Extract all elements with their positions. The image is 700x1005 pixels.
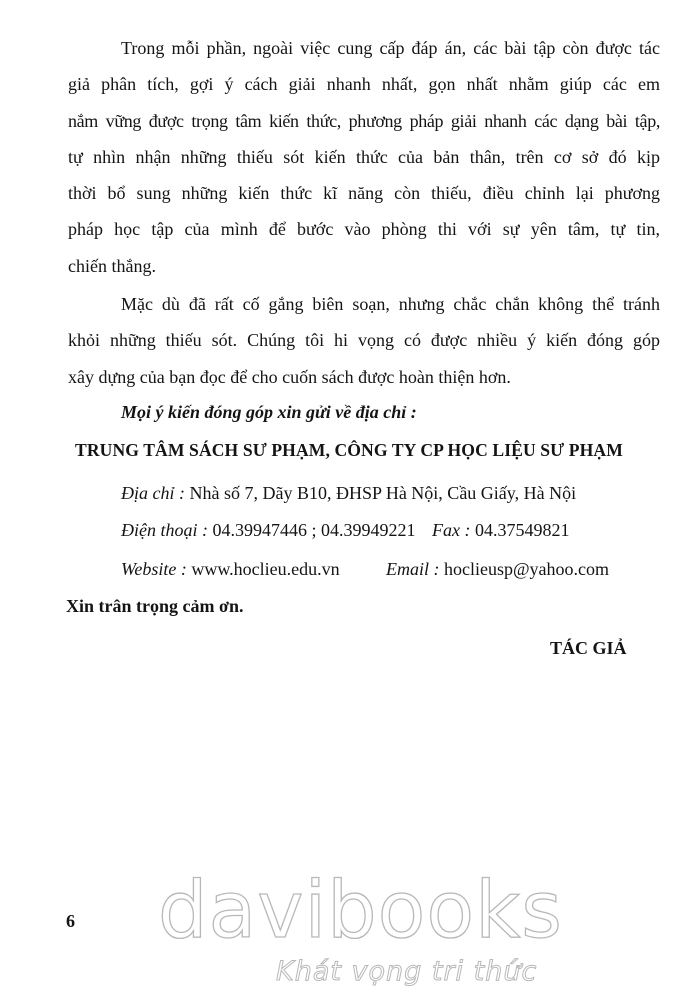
phone-line: [121, 520, 416, 541]
page-number: 6: [66, 911, 75, 931]
text-line: Trong mỗi phần, ngoài việc cung cấp đáp án, các bài tập còn được tác: [121, 38, 660, 58]
address-value: Nhà số 7, Dãy B10, ĐHSP Hà Nội, Cầu Giấy, Hà Nội: [189, 483, 577, 503]
text-line: xây dựng của bạn đọc để cho cuốn sách được hoàn thiện hơn.: [68, 366, 511, 387]
text-line: nắm vững được trọng tâm kiến thức, phương pháp giải nhanh các dạng bài tập,: [68, 110, 660, 131]
fax-value: 04.37549821: [474, 520, 570, 540]
address-line: [121, 483, 576, 504]
thanks-note: Xin trân trọng cảm ơn.: [66, 596, 244, 616]
website-line: [121, 559, 340, 580]
organization-name: TRUNG TÂM SÁCH SƯ PHẠM, CÔNG TY CP HỌC LIỆU SƯ PHẠM: [75, 440, 623, 460]
fax-label: Fax :: [432, 520, 471, 540]
watermark-brand: davibooks: [158, 866, 563, 956]
email-value: hoclieusp@yahoo.com: [444, 559, 610, 579]
text-line: giả phân tích, gợi ý cách giải nhanh nhất, gọn nhất nhằm giúp các em: [68, 74, 660, 95]
fax-line: [432, 520, 569, 541]
text-line: pháp học tập của mình để bước vào phòng thi với sự yên tâm, tự tin,: [68, 219, 660, 240]
author-signature: TÁC GIẢ: [550, 638, 627, 658]
text-line: tự nhìn nhận những thiếu sót kiến thức của bản thân, trên cơ sở đó kịp: [68, 146, 660, 167]
email-line: [386, 559, 609, 580]
text-line: chiến thắng.: [68, 255, 156, 276]
paragraph-apology: [68, 286, 660, 395]
contact-intro: Mọi ý kiến đóng góp xin gửi về địa chỉ :: [121, 402, 417, 422]
address-label: Địa chỉ :: [121, 483, 185, 503]
website-label: Website :: [121, 559, 187, 579]
text-line: thời bổ sung những kiến thức kĩ năng còn thiếu, điều chỉnh lại phương: [68, 183, 660, 204]
email-label: Email :: [386, 559, 440, 579]
text-line: Mặc dù đã rất cố gắng biên soạn, nhưng chắc chắn không thể tránh: [121, 294, 660, 314]
phone-label: Điện thoại :: [121, 520, 208, 540]
phone-value: 04.39947446 ; 04.39949221: [212, 520, 416, 540]
watermark-tagline: Khát vọng tri thức: [276, 956, 538, 987]
text-line: khỏi những thiếu sót. Chúng tôi hi vọng có được nhiều ý kiến đóng góp: [68, 330, 660, 351]
website-value: www.hoclieu.edu.vn: [191, 559, 340, 579]
paragraph-intro: [68, 30, 660, 284]
